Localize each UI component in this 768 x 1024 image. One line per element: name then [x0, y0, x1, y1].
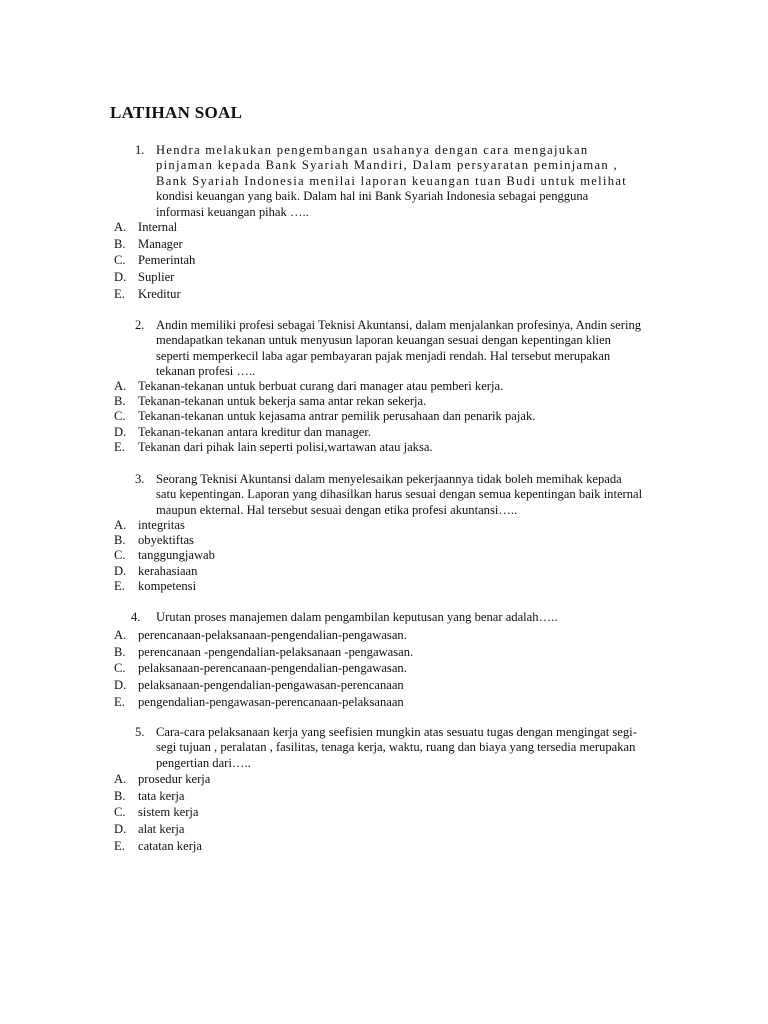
- option-letter: C.: [114, 805, 126, 820]
- option-text: Tekanan-tekanan untuk berbuat curang dari manager atau pemberi kerja.: [138, 379, 504, 393]
- option-text: Suplier: [138, 270, 175, 285]
- option-letter: E.: [114, 694, 125, 709]
- option-letter: A.: [114, 628, 127, 642]
- option-letter: D.: [114, 270, 127, 285]
- option-text: Pemerintah: [138, 253, 196, 268]
- option-text: pengendalian-pengawasan-perencanaan-pelaksanaan: [138, 694, 404, 709]
- option-letter: B.: [114, 788, 126, 803]
- option-text: obyektiftas: [138, 533, 194, 548]
- option-text: alat kerja: [138, 822, 185, 837]
- option-text: prosedur kerja: [138, 772, 211, 786]
- question-line: Seorang Teknisi Akuntansi dalam menyelesaikan pekerjaannya tidak boleh memihak kepada: [156, 472, 622, 486]
- question-line: kondisi keuangan yang baik. Dalam hal ini Bank Syariah Indonesia sebagai pengguna: [156, 189, 589, 204]
- option-text: Tekanan dari pihak lain seperti polisi,wartawan atau jaksa.: [138, 439, 433, 454]
- question-text: [156, 143, 627, 220]
- option-text: perencanaan-pelaksanaan-pengendalian-pengawasan.: [138, 628, 407, 642]
- option-letter: B.: [114, 644, 126, 659]
- option-text: Kreditur: [138, 286, 181, 301]
- question-line: Urutan proses manajemen dalam pengambilan keputusan yang benar adalah…..: [156, 610, 558, 624]
- option-text: perencanaan -pengendalian-pelaksanaan -pengawasan.: [138, 644, 414, 659]
- question-line: informasi keuangan pihak …..: [156, 204, 309, 219]
- question-number: 4.: [131, 610, 141, 624]
- question-line: seperti memperkecil laba agar pembayaran pajak menjadi rendah. Hal tersebut merupakan: [156, 348, 611, 363]
- option-letter: E.: [114, 439, 125, 454]
- question-line: pengertian dari…..: [156, 755, 251, 770]
- question-line: tekanan profesi …..: [156, 364, 256, 379]
- option-letter: B.: [114, 533, 126, 548]
- question-line: Andin memiliki profesi sebagai Teknisi Akuntansi, dalam menjalankan profesinya, Andin sering: [156, 318, 642, 332]
- option-letter: A.: [114, 379, 127, 393]
- option-letter: E.: [114, 838, 125, 853]
- option-letter: B.: [114, 236, 126, 251]
- question-line: Bank Syariah Indonesia menilai laporan keuangan tuan Budi untuk melihat: [156, 173, 628, 188]
- option-letter: A.: [114, 220, 127, 234]
- option-text: integritas: [138, 518, 185, 532]
- option-letter: D.: [114, 678, 127, 693]
- question-line: pinjaman kepada Bank Syariah Mandiri, Dalam persyaratan peminjaman ,: [156, 158, 618, 173]
- page-title: LATIHAN SOAL: [110, 103, 243, 122]
- option-text: Tekanan-tekanan untuk kejasama antrar pemilik perusahaan dan penarik pajak.: [138, 409, 536, 424]
- question-text: [156, 610, 557, 625]
- question-line: Cara-cara pelaksanaan kerja yang seefisien mungkin atas sesuatu tugas dengan mengingat segi-: [156, 725, 637, 739]
- question-number: 3.: [135, 472, 145, 486]
- option-letter: C.: [114, 253, 126, 268]
- question-line: satu kepentingan. Laporan yang dihasilkan harus sesuai dengan semua kepentingan baik internal: [156, 487, 643, 502]
- option-text: tanggungjawab: [138, 548, 215, 563]
- option-letter: D.: [114, 563, 127, 578]
- question-line: Hendra melakukan pengembangan usahanya dengan cara mengajukan: [156, 143, 589, 157]
- option-text: pelaksanaan-perencanaan-pengendalian-pengawasan.: [138, 661, 407, 676]
- option-letter: A.: [114, 518, 127, 532]
- option-letter: C.: [114, 548, 126, 563]
- question-number: 2.: [135, 318, 145, 332]
- option-text: pelaksanaan-pengendalian-pengawasan-perencanaan: [138, 678, 404, 693]
- option-letter: E.: [114, 578, 125, 593]
- option-letter: A.: [114, 772, 127, 786]
- question-text: [156, 318, 641, 380]
- question-line: mendapatkan tekanan untuk menyusun laporan keuangan sesuai dengan kepentingan klien: [156, 333, 611, 348]
- question-number: 5.: [135, 725, 145, 739]
- option-letter: D.: [114, 822, 127, 837]
- option-text: Internal: [138, 220, 178, 234]
- option-text: Manager: [138, 236, 183, 251]
- question-text: [156, 472, 642, 518]
- question-line: segi tujuan , peralatan , fasilitas, tenaga kerja, waktu, ruang dan biaya yang tersedia merupakan: [156, 740, 636, 755]
- question-text: [156, 725, 637, 771]
- option-letter: C.: [114, 409, 126, 424]
- option-letter: E.: [114, 286, 125, 301]
- option-letter: D.: [114, 424, 127, 439]
- question-line: maupun ekternal. Hal tersebut sesuai dengan etika profesi akuntansi…..: [156, 502, 518, 517]
- option-letter: C.: [114, 661, 126, 676]
- option-text: tata kerja: [138, 788, 185, 803]
- option-text: Tekanan-tekanan untuk bekerja sama antar rekan sekerja.: [138, 394, 427, 409]
- option-text: catatan kerja: [138, 838, 202, 853]
- option-text: sistem kerja: [138, 805, 199, 820]
- option-text: Tekanan-tekanan antara kreditur dan manager.: [138, 424, 372, 439]
- option-text: kerahasiaan: [138, 563, 198, 578]
- option-letter: B.: [114, 394, 126, 409]
- question-number: 1.: [135, 143, 145, 157]
- option-text: kompetensi: [138, 578, 197, 593]
